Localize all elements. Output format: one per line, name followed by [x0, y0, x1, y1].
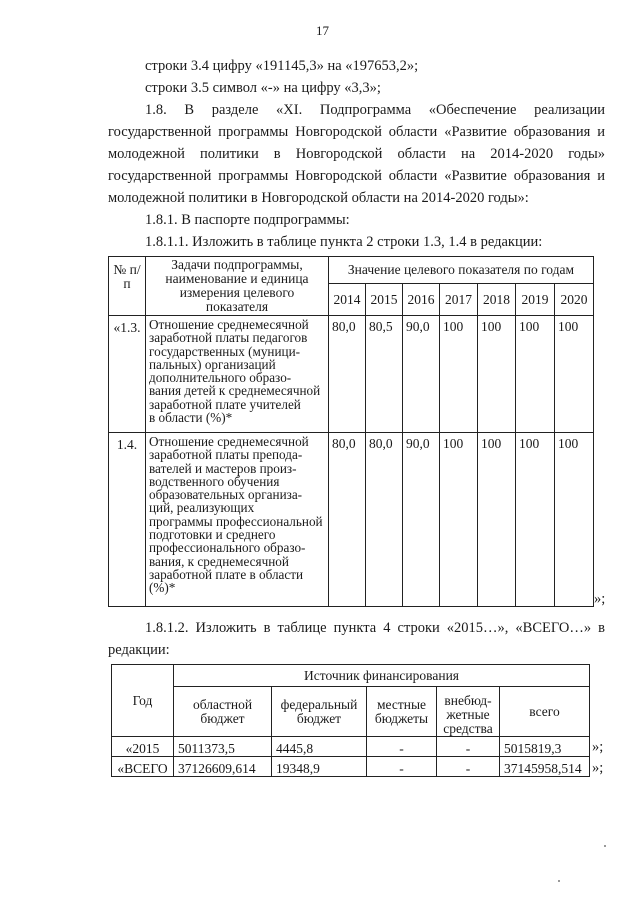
row-description: Отношение среднемесячной заработной платы педагогов государственных (муници- пальных) организаций дополнительного образо- вания детей к среднемесячной заработной плате учителей в области (%)*	[146, 316, 329, 433]
text-line-8: 1.8.1. В паспорте подпрограммы:	[145, 212, 350, 228]
value-cell: 4445,8	[272, 737, 367, 757]
value-cell: 90,0	[403, 433, 440, 607]
value-cell: 37145958,514	[500, 757, 590, 777]
text-line-11: редакции:	[108, 642, 170, 658]
value-cell: 80,0	[329, 433, 366, 607]
value-cell: -	[437, 757, 500, 777]
value-cell: 100	[440, 433, 478, 607]
header-task: Задачи подпрограммы, наименование и единица измерения целевого показателя	[146, 257, 329, 316]
value-cell: -	[367, 737, 437, 757]
header-financing-source: Источник финансирования	[174, 665, 590, 687]
value-cell: 80,0	[329, 316, 366, 433]
header-regional-budget: областной бюджет	[174, 687, 272, 737]
row-description: Отношение среднемесячной заработной платы препода- вателей и мастеров произ- водственного обучения образовательных организа- ций, реализующих программы профессиональной подготовки и среднего профессионального образо- вания, к среднемесячной заработной плате в области (%)*	[146, 433, 329, 607]
text-line-7: молодежной политики в Новгородской области на 2014-2020 годы»:	[108, 190, 529, 206]
row-year: «ВСЕГО	[112, 757, 174, 777]
row-2015-closing-quote: »;	[592, 739, 604, 755]
header-num: № п/п	[109, 257, 146, 316]
value-cell: 100	[555, 433, 594, 607]
value-cell: 80,0	[366, 433, 403, 607]
text-line-6: государственной программы Новгородской области «Развитие образования и	[108, 168, 605, 184]
value-cell: 100	[516, 316, 555, 433]
row-num: «1.3.	[109, 316, 146, 433]
year-2015: 2015	[366, 284, 403, 316]
table-row	[109, 316, 594, 433]
value-cell: 100	[440, 316, 478, 433]
financing-table	[111, 664, 590, 777]
text-line-3: 1.8. В разделе «XI. Подпрограмма «Обеспечение реализации	[145, 102, 605, 118]
table1-closing-quote: »;	[594, 591, 606, 607]
header-federal-budget: федеральный бюджет	[272, 687, 367, 737]
text-line-5: молодежной политики в Новгородской области на 2014-2020 годы»	[108, 146, 605, 162]
text-line-10: 1.8.1.2. Изложить в таблице пункта 4 строки «2015…», «ВСЕГО…» в	[145, 620, 605, 636]
value-cell: -	[367, 757, 437, 777]
indicators-table	[108, 256, 594, 607]
value-cell: 100	[516, 433, 555, 607]
text-line-1: строки 3.4 цифру «191145,3» на «197653,2»;	[145, 58, 419, 74]
year-2014: 2014	[329, 284, 366, 316]
row-num: 1.4.	[109, 433, 146, 607]
value-cell: 5011373,5	[174, 737, 272, 757]
text-line-9: 1.8.1.1. Изложить в таблице пункта 2 строки 1.3, 1.4 в редакции:	[145, 234, 543, 250]
row-year: «2015	[112, 737, 174, 757]
value-cell: 5015819,3	[500, 737, 590, 757]
table-row	[109, 433, 594, 607]
text-line-2: строки 3.5 символ «-» на цифру «3,3»;	[145, 80, 381, 96]
value-cell: 90,0	[403, 316, 440, 433]
table-row	[112, 757, 590, 777]
value-cell: 37126609,614	[174, 757, 272, 777]
year-2020: 2020	[555, 284, 594, 316]
scan-speck	[604, 845, 606, 847]
year-2016: 2016	[403, 284, 440, 316]
value-cell: 100	[478, 316, 516, 433]
value-cell: 100	[478, 433, 516, 607]
scan-speck	[558, 880, 560, 882]
value-cell: 80,5	[366, 316, 403, 433]
value-cell: 100	[555, 316, 594, 433]
value-cell: -	[437, 737, 500, 757]
value-cell: 19348,9	[272, 757, 367, 777]
year-2018: 2018	[478, 284, 516, 316]
header-year: Год	[112, 665, 174, 737]
text-line-4: государственной программы Новгородской области «Развитие образования и	[108, 124, 605, 140]
year-2019: 2019	[516, 284, 555, 316]
header-total: всего	[500, 687, 590, 737]
header-years-group: Значение целевого показателя по годам	[329, 257, 594, 284]
header-extrabudgetary: внебюд- жетные средства	[437, 687, 500, 737]
row-total-closing-quote: »;	[592, 760, 604, 776]
page-number: 17	[316, 23, 329, 38]
year-2017: 2017	[440, 284, 478, 316]
table-row	[112, 737, 590, 757]
header-local-budgets: местные бюджеты	[367, 687, 437, 737]
